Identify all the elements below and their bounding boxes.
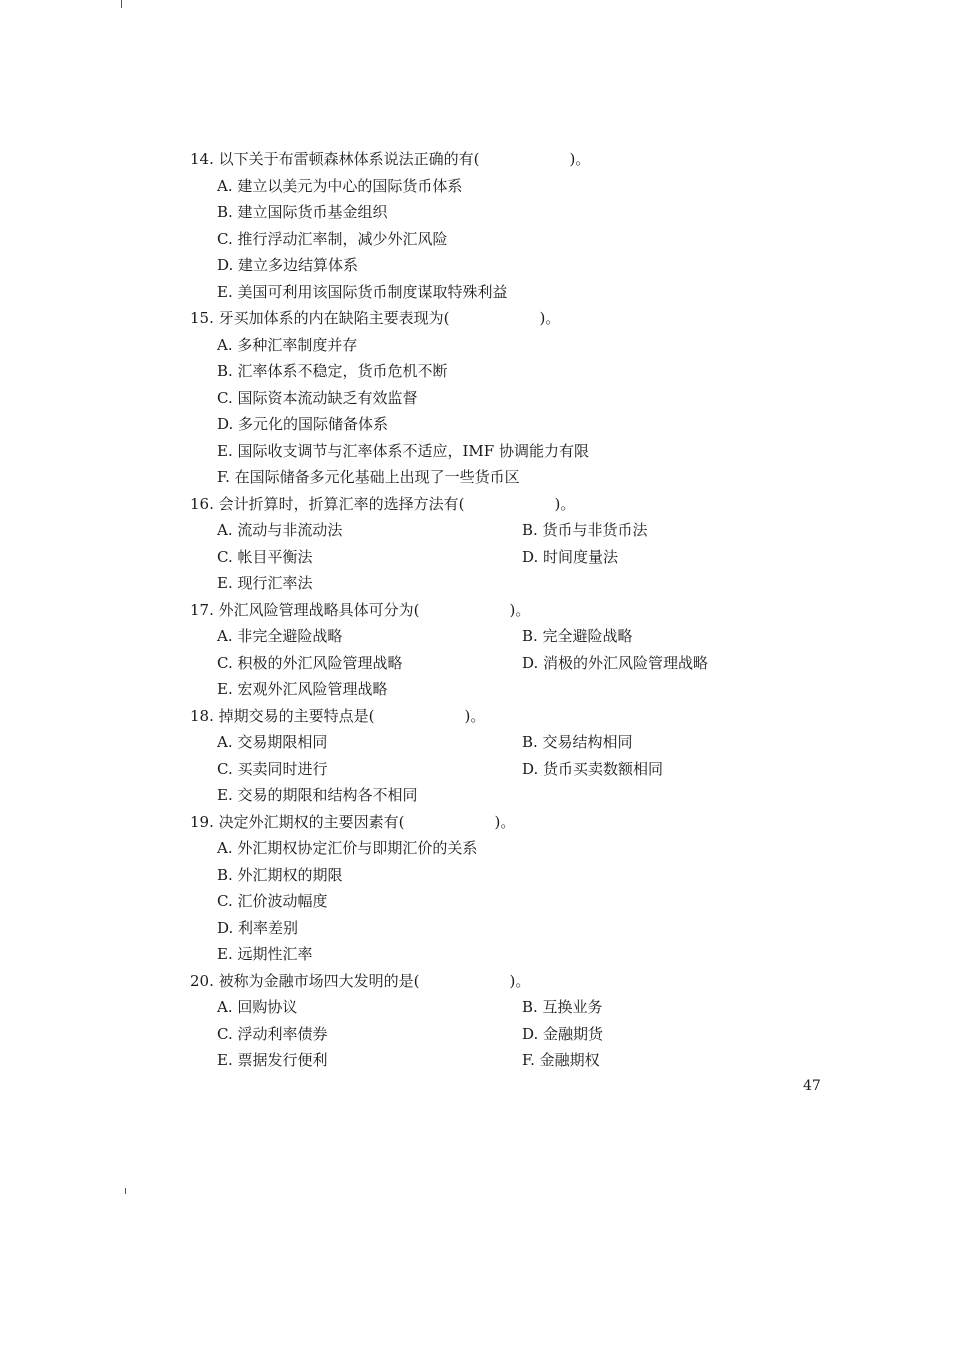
option: B. 货币与非货币法 [522,521,648,539]
option: D. 时间度量法 [522,547,619,566]
option: B. 建立国际货币基金组织 [217,203,388,221]
option: E. 现行汇率法 [217,574,313,592]
option: A. 流动与非流动法 [217,521,343,539]
option: F. 在国际储备多元化基础上出现了一些货币区 [217,468,520,486]
option: A. 交易期限相同 [217,733,328,751]
option: E. 美国可利用该国际货币制度谋取特殊利益 [217,282,508,301]
option-row [190,517,810,544]
option: D. 货币买卖数额相同 [522,759,664,778]
option: E. 远期性汇率 [217,945,313,963]
option: B. 互换业务 [522,998,603,1016]
option: C. 国际资本流动缺乏有效监督 [217,388,418,407]
option: A. 非完全避险战略 [217,627,343,645]
option-row [190,650,810,677]
option-row [190,756,810,783]
option: E. 国际收支调节与汇率体系不适应，IMF 协调能力有限 [217,441,589,460]
option: E. 宏观外汇风险管理战略 [217,680,388,698]
option: A. 外汇期权协定汇价与即期汇价的关系 [217,839,478,857]
option: B. 外汇期权的期限 [217,865,343,884]
option: C. 积极的外汇风险管理战略 [217,653,403,672]
option: C. 推行浮动汇率制，减少外汇风险 [217,229,448,248]
option: D. 建立多边结算体系 [217,256,359,274]
option: D. 金融期货 [522,1024,604,1043]
option: C. 买卖同时进行 [217,759,328,778]
option-row [190,1047,810,1074]
page-number: 47 [803,1078,821,1094]
option-row [190,544,810,571]
question-stem: 16. 会计折算时，折算汇率的选择方法有( )。 [190,494,576,513]
question-stem: 14. 以下关于布雷顿森林体系说法正确的有( )。 [190,150,591,168]
option: C. 汇价波动幅度 [217,892,328,910]
option-row [190,994,810,1021]
option: C. 浮动利率债券 [217,1024,328,1043]
question-stem: 17. 外汇风险管理战略具体可分为( )。 [190,600,531,619]
option: B. 交易结构相同 [522,733,633,751]
option: F. 金融期权 [522,1051,600,1069]
option: C. 帐目平衡法 [217,547,313,566]
question-stem: 20. 被称为金融市场四大发明的是( )。 [190,971,531,990]
option: E. 票据发行便利 [217,1051,328,1069]
option: A. 建立以美元为中心的国际货币体系 [217,176,463,195]
question-stem: 18. 掉期交易的主要特点是( )。 [190,706,486,725]
option: D. 多元化的国际储备体系 [217,415,389,433]
question-stem: 19. 决定外汇期权的主要因素有( )。 [190,812,516,831]
question-list [190,146,810,1074]
option: D. 消极的外汇风险管理战略 [522,653,709,672]
option: E. 交易的期限和结构各不相同 [217,786,418,804]
option: B. 汇率体系不稳定，货币危机不断 [217,362,448,380]
option-row [190,729,810,756]
question-stem: 15. 牙买加体系的内在缺陷主要表现为( )。 [190,309,561,327]
option: A. 回购协议 [217,998,298,1016]
option-row [190,1021,810,1048]
scan-mark-bottom [125,1188,126,1194]
scan-mark-top [121,0,122,8]
option: D. 利率差别 [217,918,299,937]
option-row [190,623,810,650]
option: B. 完全避险战略 [522,627,633,645]
option: A. 多种汇率制度并存 [217,335,358,354]
